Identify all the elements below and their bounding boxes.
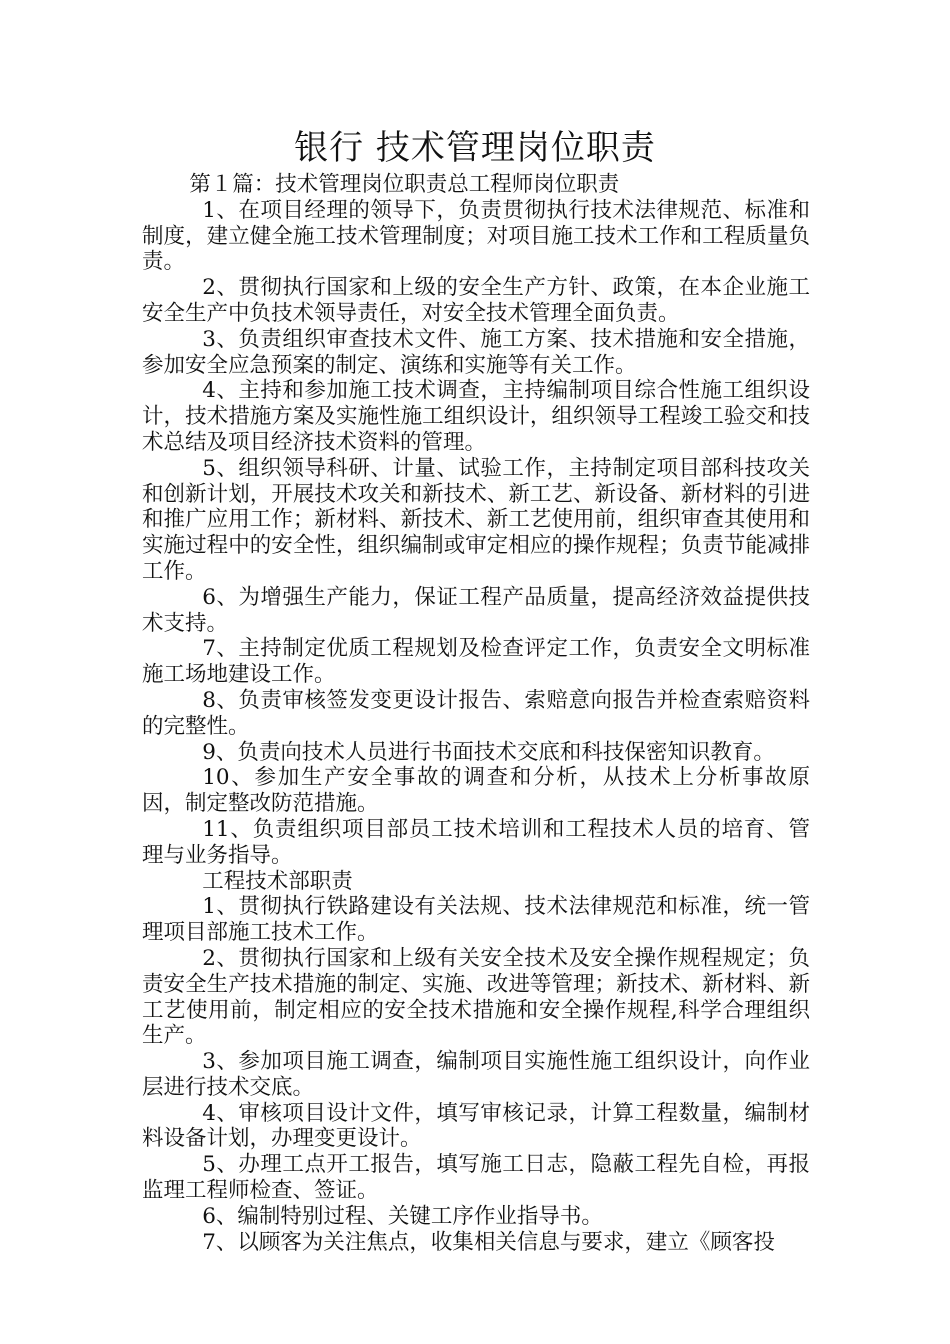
duty-item: 5、组织领导科研、计量、试验工作，主持制定项目部科技攻关和创新计划，开展技术攻关和新技术、新工艺、新设备、新材料的引进和推广应用工作；新材料、新技术、新工艺使用前，组织审查其使用和实施过程中的安全性，组织编制或审定相应的操作规程；负责节能减排工作。 bbox=[142, 455, 810, 584]
duty-item: 10、参加生产安全事故的调查和分析，从技术上分析事故原因，制定整改防范措施。 bbox=[142, 765, 810, 817]
duty-item: 3、负责组织审查技术文件、施工方案、技术措施和安全措施，参加安全应急预案的制定、演练和实施等有关工作。 bbox=[142, 326, 810, 378]
duty-item: 4、主持和参加施工技术调查，主持编制项目综合性施工组织设计，技术措施方案及实施性施工组织设计，组织领导工程竣工验交和技术总结及项目经济技术资料的管理。 bbox=[142, 378, 810, 455]
duty-item: 1、在项目经理的领导下，负责贯彻执行技术法律规范、标准和制度，建立健全施工技术管理制度；对项目施工技术工作和工程质量负责。 bbox=[142, 197, 810, 275]
document-title: 银行 技术管理岗位职责 bbox=[294, 128, 656, 168]
department-duty-item: 2、贯彻执行国家和上级有关安全技术及安全操作规程规定；负责安全生产技术措施的制定、实施、改进等管理；新技术、新材料、新工艺使用前，制定相应的安全技术措施和安全操作规程,科学合理组织生产。 bbox=[142, 945, 810, 1049]
department-duty-item: 3、参加项目施工调查，编制项目实施性施工组织设计，向作业层进行技术交底。 bbox=[142, 1049, 810, 1100]
department-duty-item: 1、贯彻执行铁路建设有关法规、技术法律规范和标准，统一管理项目部施工技术工作。 bbox=[142, 894, 810, 946]
duty-item: 2、贯彻执行国家和上级的安全生产方针、政策，在本企业施工安全生产中负技术领导责任，对安全技术管理全面负责。 bbox=[142, 275, 810, 326]
duty-item: 11、负责组织项目部员工技术培训和工程技术人员的培育、管理与业务指导。 bbox=[142, 816, 810, 868]
department-duty-item: 5、办理工点开工报告，填写施工日志，隐蔽工程先自检，再报监理工程师检查、签证。 bbox=[142, 1152, 810, 1204]
department-duty-item: 7、以顾客为关注焦点，收集相关信息与要求，建立《顾客投 bbox=[202, 1229, 775, 1255]
duty-item: 8、负责审核签发变更设计报告、索赔意向报告并检查索赔资料的完整性。 bbox=[142, 687, 810, 739]
duty-item: 7、主持制定优质工程规划及检查评定工作，负责安全文明标准施工场地建设工作。 bbox=[142, 636, 810, 688]
department-duty-item: 6、编制特别过程、关键工序作业指导书。 bbox=[202, 1203, 603, 1229]
duty-item: 6、为增强生产能力，保证工程产品质量，提高经济效益提供技术支持。 bbox=[142, 584, 810, 636]
document-body bbox=[142, 172, 810, 1255]
section-heading: 工程技术部职责 bbox=[202, 868, 353, 894]
department-duty-item: 4、审核项目设计文件，填写审核记录，计算工程数量，编制材料设备计划，办理变更设计。 bbox=[142, 1100, 810, 1152]
duty-item: 9、负责向技术人员进行书面技术交底和科技保密知识教育。 bbox=[202, 739, 775, 765]
chapter-heading: 第１篇：技术管理岗位职责总工程师岗位职责 bbox=[189, 172, 620, 197]
